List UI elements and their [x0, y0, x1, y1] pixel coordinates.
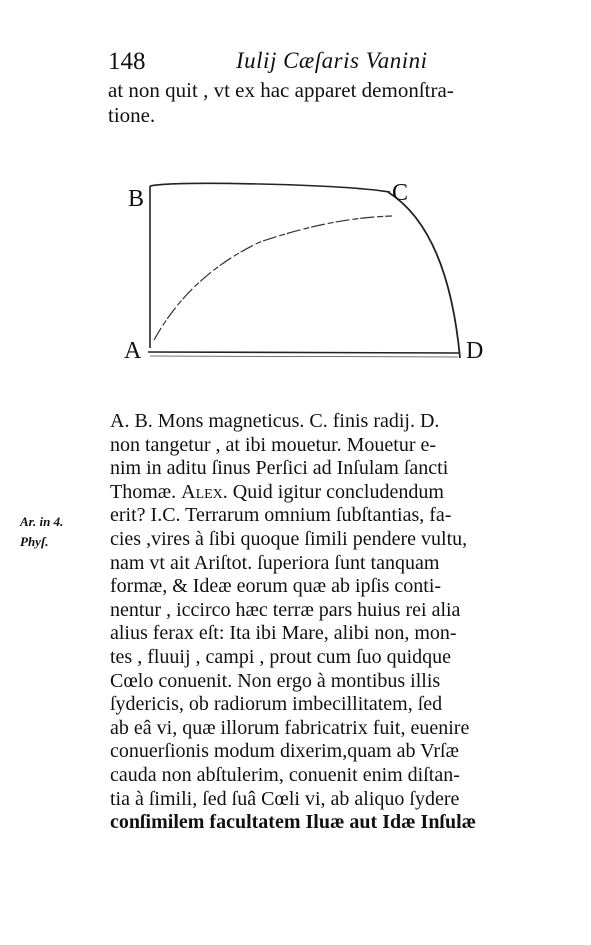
- margin-note: [20, 512, 63, 552]
- text-line: erit? I.C. Terrarum omnium ſubſtantias, fa-: [110, 504, 452, 527]
- margin-note-line: Phyſ.: [20, 534, 49, 549]
- speaker-question: Quid igitur concludendum: [227, 480, 444, 503]
- geometric-figure: [110, 170, 500, 400]
- arc-CD: [388, 192, 460, 358]
- text-line: conſimilem facultatem Iluæ aut Idæ Inſulæ: [110, 811, 477, 834]
- page-number: 148: [108, 48, 146, 75]
- text-line: [110, 481, 520, 505]
- text-line: cies ,vires à ſibi quoque ſimili pendere vultu,: [110, 527, 468, 550]
- text-line: tes , fluuij , campi , prout cum ſuo quidque: [110, 645, 452, 668]
- line-AD: [148, 352, 460, 353]
- text-line: non tangetur , at ibi mouetur. Mouetur e-: [110, 433, 437, 456]
- label-C: C: [392, 180, 409, 206]
- body-text: [110, 410, 520, 835]
- text-line: tia à ſimili, ſed ſuâ Cœli vi, ab aliquo ſydere: [110, 787, 460, 810]
- line-BC: [150, 183, 390, 192]
- text-line: alius ferax eſt: Ita ibi Mare, alibi non, mon-: [110, 622, 457, 645]
- figure-diagram: [110, 170, 500, 400]
- text-line: nim in aditu ſinus Perſici ad Inſulam ſancti: [110, 457, 449, 480]
- running-title: Iulij Cæſaris Vanini: [236, 48, 428, 73]
- text-line: formæ, & Ideæ eorum quæ ab ipſis conti-: [110, 575, 442, 598]
- text-line: nam vt ait Ariſtot. ſuperiora ſunt tanquam: [110, 551, 440, 574]
- text-line: tione.: [108, 103, 156, 127]
- text-line: at non quit , vt ex hac apparet demonſtra-: [108, 78, 454, 102]
- text-line: ab eâ vi, quæ illorum fabricatrix fuit, euenire: [110, 716, 470, 739]
- speaker-name: Alex.: [181, 480, 228, 503]
- curve-AC: [154, 216, 392, 340]
- text-line: Cœlo conuenit. Non ergo à montibus illis: [110, 669, 441, 692]
- text-line: nentur , iccirco hæc terræ pars huius rei alia: [110, 598, 461, 621]
- label-D: D: [466, 338, 484, 364]
- text-line: conuerſionis modum dixerim,quam ab Vrſæ: [110, 740, 459, 763]
- text-line: A. B. Mons magneticus. C. finis radij. D.: [110, 410, 440, 432]
- opening-text: [108, 78, 518, 128]
- text-line: ſydericis, ob radiorum imbecillitatem, ſed: [110, 693, 443, 716]
- margin-note-line: Ar. in 4.: [20, 514, 64, 529]
- line-AD-shadow: [150, 356, 458, 357]
- text-fragment: Thomæ.: [110, 480, 182, 503]
- page-header: [108, 48, 528, 78]
- text-line: cauda non abſtulerim, conuenit enim diſtan-: [110, 763, 460, 786]
- label-A: A: [124, 338, 142, 364]
- label-B: B: [128, 186, 145, 212]
